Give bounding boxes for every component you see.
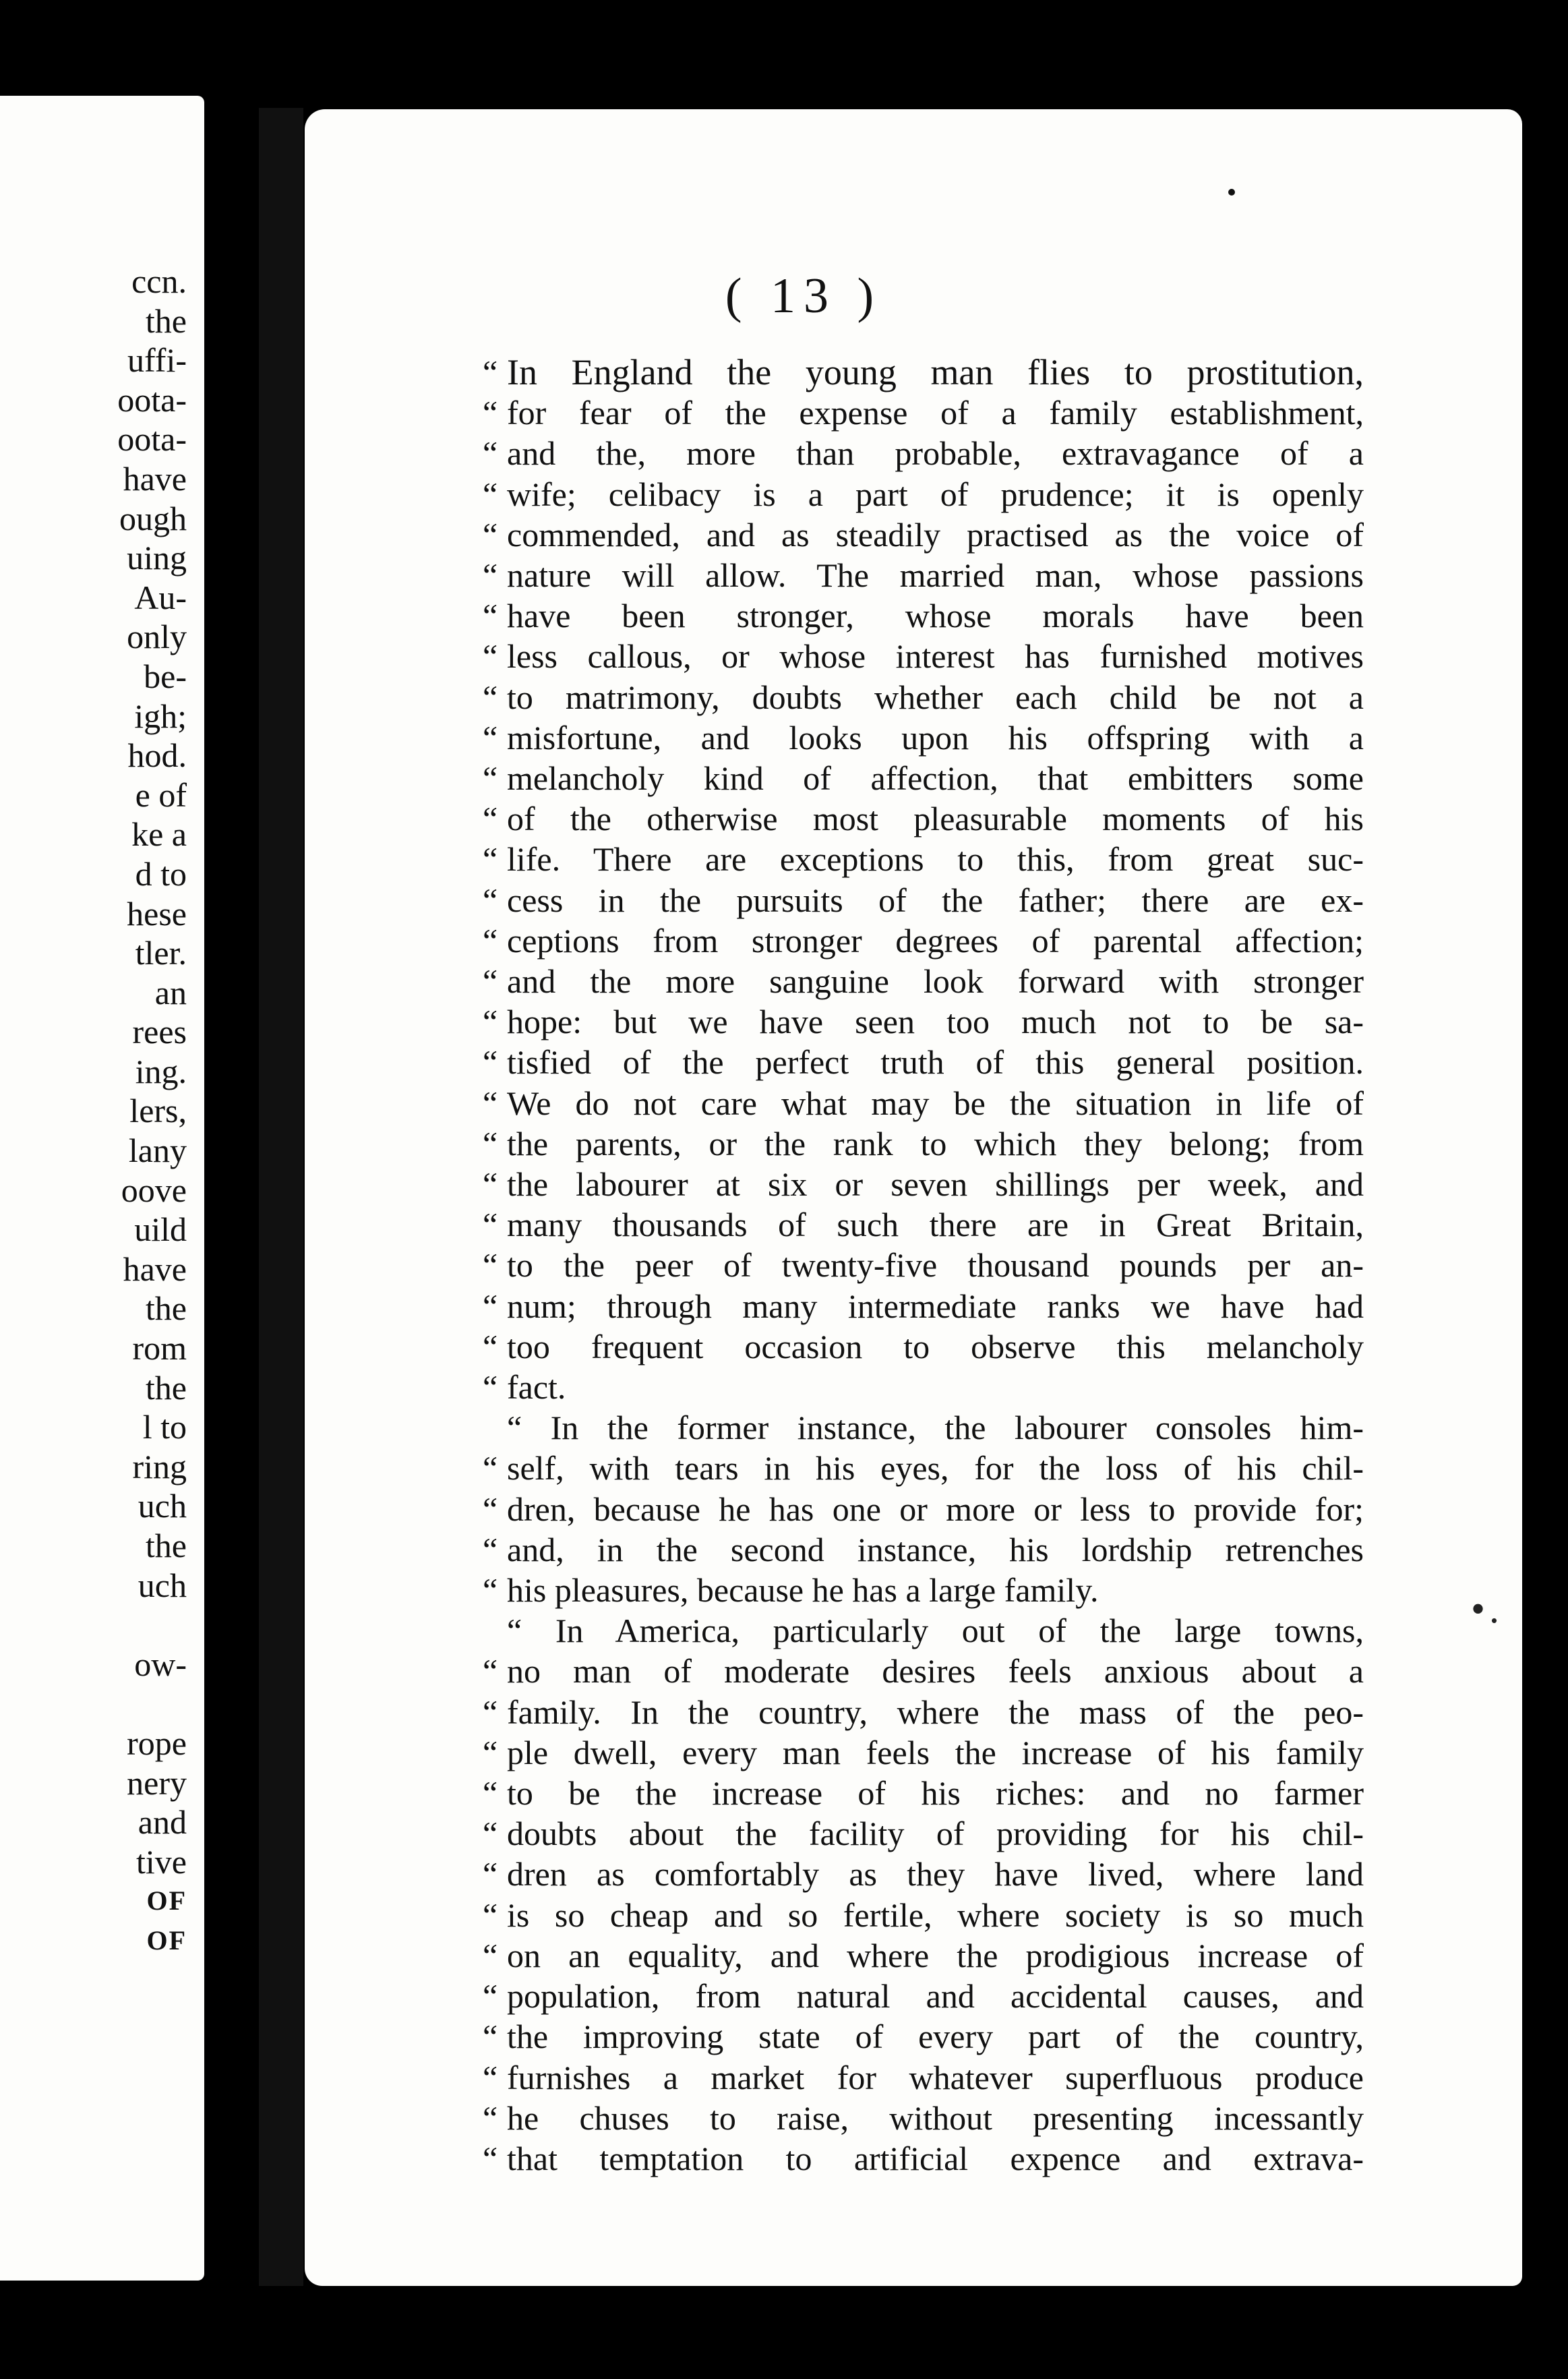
quote-mark: “ — [483, 840, 498, 879]
quote-mark: “ — [483, 921, 498, 960]
line-text: In England the young man flies to prostitution, — [507, 352, 1364, 392]
line-text: is so cheap and so fertile, where society is so much — [507, 1896, 1364, 1934]
left-page-line: OF — [146, 1885, 187, 1916]
quote-mark: “ — [483, 718, 498, 757]
quote-mark: “ — [483, 881, 498, 919]
text-line — [483, 352, 1364, 392]
line-text: and the more sanguine look forward with stronger — [507, 962, 1364, 1001]
text-line — [483, 1326, 1364, 1367]
line-text: furnishes a market for whatever superfluous produce — [507, 2058, 1364, 2096]
left-page-line: rom — [132, 1329, 187, 1368]
quote-mark: “ — [483, 1003, 498, 1041]
left-page-line: OF — [146, 1925, 187, 1956]
ink-speck — [1228, 189, 1235, 196]
left-page-line: only — [127, 618, 187, 656]
line-text: too frequent occasion to observe this melancholy — [507, 1327, 1364, 1365]
line-text: the parents, or the rank to which they belong; from — [507, 1124, 1364, 1163]
quote-mark: “ — [483, 394, 498, 432]
quote-mark — [483, 1407, 507, 1448]
text-line — [483, 677, 1364, 717]
line-text: and the, more than probable, extravagance of a — [507, 434, 1364, 473]
left-page-line — [0, 1684, 187, 1724]
quote-mark: “ — [483, 1124, 498, 1163]
text-line — [483, 2016, 1364, 2057]
text-line — [483, 880, 1364, 920]
text-line — [483, 1083, 1364, 1123]
quote-mark — [483, 1610, 507, 1651]
left-page-line: uild — [134, 1210, 187, 1249]
left-page-line: tive — [136, 1842, 187, 1881]
line-text: no man of moderate desires feels anxious about a — [507, 1652, 1364, 1691]
page-number: ( 13 ) — [725, 268, 882, 324]
text-line — [483, 1204, 1364, 1245]
line-text: population, from natural and accidental causes, and — [507, 1977, 1364, 2016]
left-page-line: d to — [135, 854, 187, 893]
left-page-line: ing. — [135, 1052, 187, 1090]
quote-mark: “ — [483, 1571, 498, 1610]
text-line — [483, 1651, 1364, 1691]
line-text: self, with tears in his eyes, for the loss of his chil- — [507, 1449, 1364, 1488]
text-line — [483, 798, 1364, 839]
left-page-line: Au- — [134, 578, 187, 616]
line-text: on an equality, and where the prodigious increase of — [507, 1936, 1364, 1974]
line-text: that temptation to artificial expence and extrava- — [507, 2139, 1364, 2177]
quote-mark: “ — [483, 962, 498, 1001]
line-text: the labourer at six or seven shillings per week, and — [507, 1165, 1364, 1204]
text-line — [483, 636, 1364, 676]
text-line — [483, 1042, 1364, 1082]
left-page-line: lers, — [129, 1092, 187, 1130]
quote-mark: “ — [483, 1815, 498, 1853]
text-line — [483, 1935, 1364, 1976]
quote-mark: “ — [483, 2018, 498, 2056]
text-line — [483, 1286, 1364, 1326]
right-page — [305, 109, 1522, 2286]
quote-mark: “ — [483, 475, 498, 513]
text-line — [483, 2138, 1364, 2179]
left-page-line: rees — [132, 1013, 187, 1051]
line-text: We do not care what may be the situation in life of — [507, 1084, 1364, 1122]
left-page-line: tler. — [135, 934, 187, 972]
line-text: melancholy kind of affection, that embitters some — [507, 759, 1364, 798]
quote-mark: “ — [483, 353, 498, 391]
left-page-line: uch — [138, 1566, 187, 1604]
line-text: dren as comfortably as they have lived, where land — [507, 1855, 1364, 1893]
text-line — [483, 1001, 1364, 1042]
text-line — [483, 961, 1364, 1001]
left-page-line: hese — [127, 894, 187, 933]
quote-mark: “ — [483, 597, 498, 635]
quote-mark: “ — [483, 2098, 498, 2137]
line-text: and, in the second instance, his lordship retrenches — [507, 1530, 1364, 1568]
left-page-line: ow- — [134, 1645, 187, 1683]
text-line — [483, 433, 1364, 473]
line-text: wife; celibacy is a part of prudence; it is openly — [507, 475, 1364, 513]
left-page-line: uing — [127, 539, 187, 577]
quote-mark: “ — [483, 1936, 498, 1974]
left-page-line: ccn. — [131, 262, 187, 300]
quote-mark: “ — [483, 2139, 498, 2177]
left-page-line: nery — [127, 1763, 187, 1802]
quote-mark: “ — [483, 434, 498, 473]
text-line — [483, 1489, 1364, 1529]
quote-mark: “ — [483, 2058, 498, 2096]
left-page-line: e of — [135, 775, 187, 814]
quote-mark: “ — [483, 1327, 498, 1365]
line-text: to matrimony, doubts whether each child be not a — [507, 678, 1364, 716]
text-line — [483, 1407, 1364, 1448]
line-text: he chuses to raise, without presenting incessantly — [507, 2098, 1364, 2137]
text-line — [483, 595, 1364, 636]
line-text: num; through many intermediate ranks we have had — [507, 1287, 1364, 1325]
text-line — [483, 758, 1364, 798]
text-line — [483, 392, 1364, 433]
quote-mark: “ — [483, 1896, 498, 1934]
text-line — [483, 1570, 1364, 1610]
quote-mark: “ — [483, 678, 498, 716]
text-line — [483, 1245, 1364, 1285]
quote-mark: “ — [483, 800, 498, 838]
left-page-line: oove — [121, 1171, 187, 1209]
left-page-line: oota- — [117, 380, 187, 419]
left-page-line: the — [145, 301, 187, 340]
line-text: of the otherwise most pleasurable moments of his — [507, 800, 1364, 838]
left-page-line: uch — [138, 1487, 187, 1525]
text-line — [483, 1529, 1364, 1570]
left-page-line: rope — [127, 1724, 187, 1762]
line-text: his pleasures, because he has a large family. — [507, 1571, 1099, 1610]
text-line — [483, 515, 1364, 555]
quote-mark: “ — [483, 1165, 498, 1204]
margin-dots: •. — [1470, 1587, 1503, 1631]
left-page-line: ke a — [131, 815, 187, 854]
text-line — [483, 2098, 1364, 2138]
quote-mark: “ — [483, 1368, 498, 1407]
left-page-line: hod. — [127, 736, 187, 775]
line-text: nature will allow. The married man, whose passions — [507, 556, 1364, 595]
left-page-line: be- — [144, 657, 187, 695]
quote-mark: “ — [483, 1530, 498, 1568]
line-text: commended, and as steadily practised as the voice of — [507, 515, 1364, 554]
quote-mark: “ — [483, 637, 498, 676]
left-page-line: have — [123, 459, 187, 498]
text-line — [483, 1610, 1364, 1651]
line-text: “ In the former instance, the labourer consoles him- — [507, 1409, 1364, 1447]
line-text: life. There are exceptions to this, from great suc- — [507, 840, 1364, 879]
text-line — [483, 1773, 1364, 1813]
line-text: ple dwell, every man feels the increase of his family — [507, 1733, 1364, 1771]
line-text: to be the increase of his riches: and no farmer — [507, 1774, 1364, 1813]
gutter-shadow — [259, 108, 303, 2286]
left-page-line: an — [154, 973, 187, 1011]
line-text: hope: but we have seen too much not to be sa- — [507, 1003, 1364, 1041]
quote-mark: “ — [483, 1977, 498, 2016]
text-line — [483, 1692, 1364, 1732]
left-page-line: l to — [142, 1408, 187, 1446]
quote-mark: “ — [483, 1084, 498, 1122]
text-line — [483, 1976, 1364, 2016]
text-line — [483, 555, 1364, 595]
left-page-line: ough — [119, 499, 187, 537]
left-page — [0, 96, 204, 2281]
text-line — [483, 1367, 1364, 1407]
left-page-text — [0, 262, 187, 1961]
line-text: “ In America, particularly out of the large towns, — [507, 1612, 1364, 1650]
text-line — [483, 1164, 1364, 1204]
line-text: family. In the country, where the mass of the peo- — [507, 1693, 1364, 1731]
quote-mark: “ — [483, 1246, 498, 1285]
left-page-line: oota- — [117, 420, 187, 459]
text-line — [483, 1123, 1364, 1164]
quote-mark: “ — [483, 556, 498, 595]
line-text: less callous, or whose interest has furnished motives — [507, 637, 1364, 676]
quote-mark: “ — [483, 1652, 498, 1691]
quote-mark: “ — [483, 759, 498, 798]
left-page-line: lany — [128, 1132, 187, 1170]
line-text: many thousands of such there are in Great Britain, — [507, 1206, 1364, 1244]
left-page-line: the — [145, 1289, 187, 1328]
text-line — [483, 474, 1364, 515]
quote-mark: “ — [483, 1287, 498, 1325]
quote-mark: “ — [483, 1043, 498, 1082]
line-text: for fear of the expense of a family establishment, — [507, 394, 1364, 432]
text-line — [483, 920, 1364, 961]
quote-mark: “ — [483, 1490, 498, 1528]
line-text: ceptions from stronger degrees of parental affection; — [507, 921, 1364, 960]
left-page-line: have — [123, 1250, 187, 1288]
left-page-line — [0, 1605, 187, 1645]
quote-mark: “ — [483, 1206, 498, 1244]
line-text: cess in the pursuits of the father; there are ex- — [507, 881, 1364, 919]
text-line — [483, 717, 1364, 758]
text-line — [483, 1854, 1364, 1894]
left-page-line: the — [145, 1527, 187, 1564]
text-line — [483, 1732, 1364, 1773]
text-line — [483, 1813, 1364, 1854]
left-page-line: uffi- — [127, 341, 187, 380]
text-line — [483, 839, 1364, 879]
text-line — [483, 1895, 1364, 1935]
quote-mark: “ — [483, 1733, 498, 1771]
left-page-line: and — [138, 1803, 187, 1842]
line-text: misfortune, and looks upon his offspring with a — [507, 718, 1364, 757]
line-text: the improving state of every part of the country, — [507, 2018, 1364, 2056]
left-page-line: the — [145, 1368, 187, 1407]
line-text: fact. — [507, 1368, 566, 1407]
line-text: tisfied of the perfect truth of this general position. — [507, 1043, 1364, 1082]
line-text: to the peer of twenty-five thousand pounds per an- — [507, 1246, 1364, 1285]
quote-mark: “ — [483, 1774, 498, 1813]
line-text: have been stronger, whose morals have been — [507, 597, 1364, 635]
quote-mark: “ — [483, 1855, 498, 1893]
line-text: doubts about the facility of providing for his chil- — [507, 1815, 1364, 1853]
text-line — [483, 1448, 1364, 1488]
quote-mark: “ — [483, 515, 498, 554]
quote-mark: “ — [483, 1693, 498, 1731]
line-text: dren, because he has one or more or less to provide for; — [507, 1490, 1364, 1528]
body-text — [483, 352, 1364, 2179]
left-page-line: igh; — [134, 697, 187, 735]
text-line — [483, 2057, 1364, 2098]
quote-mark: “ — [483, 1449, 498, 1488]
left-page-line: ring — [132, 1447, 187, 1486]
